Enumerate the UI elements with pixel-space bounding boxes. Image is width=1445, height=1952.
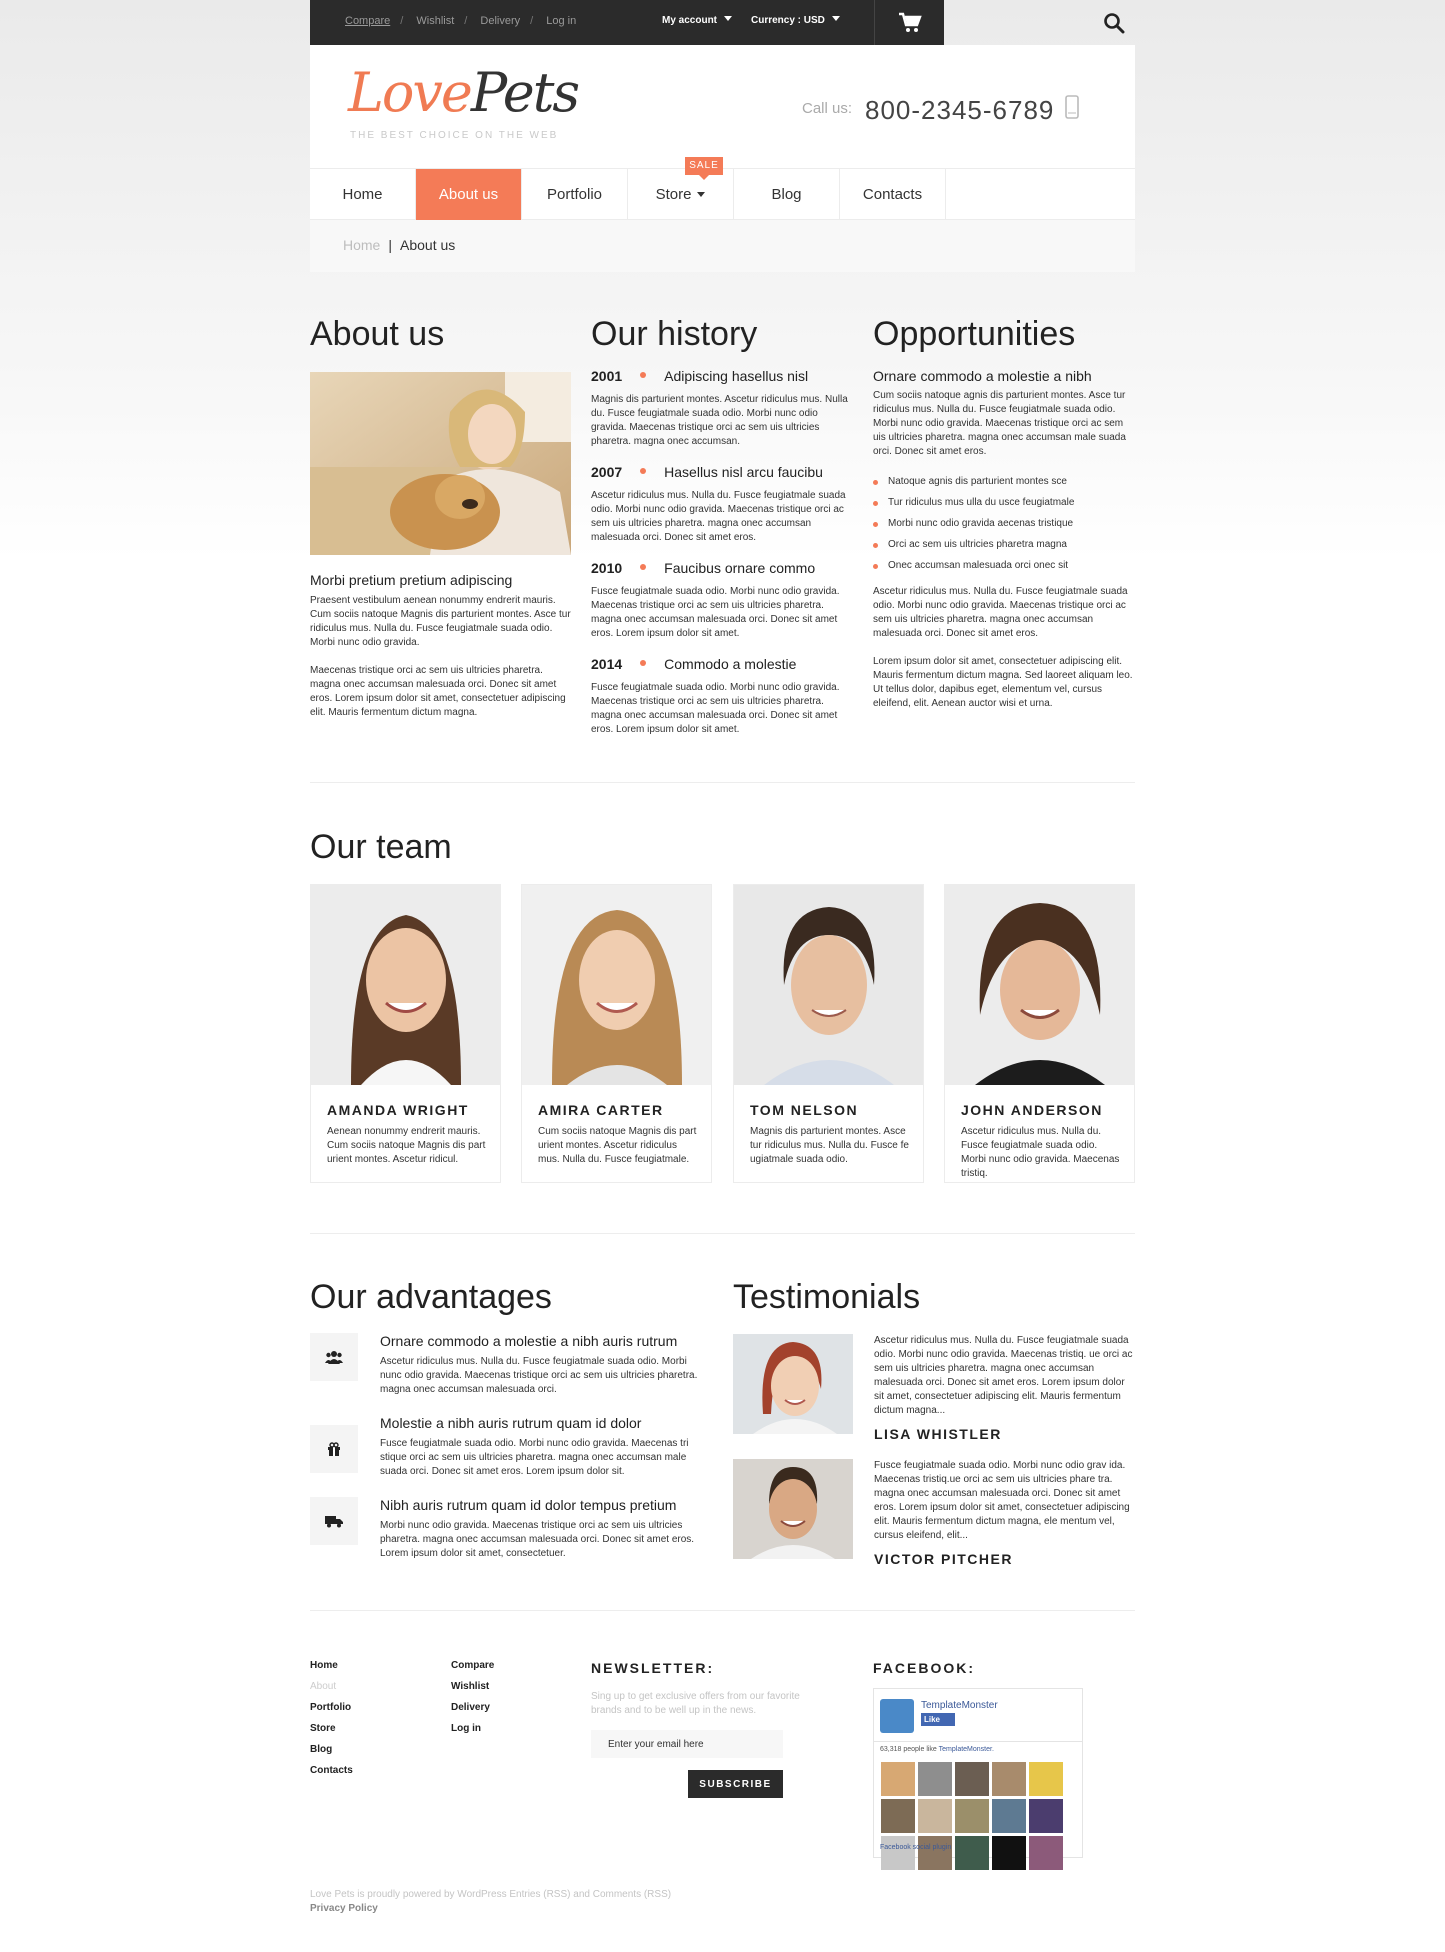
advantage-text: Fusce feugiatmale suada odio. Morbi nunc odio gravida. Maecenas tri stique orci ac sem uis ultricies pharetra. magna onec accumsan male suada orci. Donec sit amet eros. Lorem ipsum dolor sit. — [380, 1438, 689, 1477]
about-subhead: Morbi pretium pretium adipiscing — [310, 572, 513, 588]
like-count-page[interactable]: TemplateMonster. — [938, 1746, 994, 1753]
advantages-title: Our advantages — [310, 1278, 552, 1316]
top-link-login[interactable]: Log in — [546, 15, 577, 27]
team-member-name: JOHN ANDERSON — [961, 1102, 1103, 1118]
bullet-dot-icon — [640, 564, 646, 570]
top-links: Compare / Wishlist / Delivery / Log in — [345, 15, 577, 27]
history-entry-text: Fusce feugiatmale suada odio. Morbi nunc odio gravida. Maecenas tristique orci ac sem uis ultricies pharetra. magna onec accumsan malesuada orci. Donec sit amet eros. Lorem ipsum dolor sit amet. — [591, 682, 840, 735]
footer-link-compare[interactable]: Compare — [451, 1660, 495, 1671]
nav-about-label: About us — [438, 186, 499, 203]
about-paragraph-2: Maecenas tristique orci ac sem uis ultricies pharetra. magna onec accumsan malesuada orci. Donec sit amet eros. Lorem ipsum dolor sit amet, consectetuer adipiscing elit. Mauris fermentum dictum magna. — [310, 665, 566, 718]
fan-avatar[interactable] — [955, 1799, 989, 1833]
top-link-delivery[interactable]: Delivery — [480, 15, 521, 27]
copyright — [310, 1888, 671, 1916]
facebook-like-button[interactable]: Like — [921, 1713, 955, 1726]
fan-avatar[interactable] — [992, 1836, 1026, 1870]
footer-link-home[interactable]: Home — [310, 1660, 338, 1671]
advantage-title: Molestie a nibh auris rutrum quam id dolor — [380, 1415, 642, 1431]
history-entry-text: Fusce feugiatmale suada odio. Morbi nunc odio gravida. Maecenas tristique orci ac sem uis ultricies pharetra. magna onec accumsan malesuada orci. Donec sit amet eros. Lorem ipsum dolor sit amet. — [591, 586, 840, 639]
users-icon — [310, 1333, 358, 1381]
footer-link-wishlist[interactable]: Wishlist — [451, 1681, 490, 1692]
call-label: Call us: — [802, 100, 853, 117]
footer-link-blog[interactable]: Blog — [310, 1744, 333, 1755]
nav-contacts[interactable] — [840, 169, 946, 220]
footer-link-login[interactable]: Log in — [451, 1723, 481, 1734]
opportunities-paragraph-1: Cum sociis natoque agnis dis parturient montes. Asce tur ridiculus mus. Nulla du. Fusce feugiatmale suada odio. Morbi nunc odio gravida. Maecenas tristique orci ac sem uis ultricies pharetra. magna onec accumsan male suada orci. Donec sit amet eros. — [873, 390, 1126, 457]
history-entry — [591, 368, 853, 449]
gift-icon — [310, 1425, 358, 1473]
list-item: Tur ridiculus mus ulla du usce feugiatmale — [873, 497, 1135, 518]
main-nav — [310, 160, 1135, 220]
nav-blog[interactable] — [734, 169, 840, 220]
facebook-title: FACEBOOK: — [873, 1660, 975, 1676]
nav-blog-label: Blog — [771, 186, 802, 203]
fan-avatar[interactable] — [918, 1762, 952, 1796]
history-entry-title: Commodo a molestie — [664, 656, 797, 672]
templatemonster-logo-icon[interactable] — [880, 1699, 914, 1733]
bullet-dot-icon — [640, 660, 646, 666]
team-photo — [945, 885, 1134, 1085]
fan-avatar[interactable] — [918, 1836, 952, 1870]
advantage-title: Nibh auris rutrum quam id dolor tempus pretium — [380, 1497, 677, 1513]
footer-link-store[interactable]: Store — [310, 1723, 336, 1734]
facebook-widget — [873, 1688, 1083, 1858]
history-entry — [591, 464, 853, 545]
footer-nav-2 — [451, 1660, 494, 1744]
testimonial-text: Ascetur ridiculus mus. Nulla du. Fusce feugiatmale suada odio. Morbi nunc odio gravida. Maecenas tristiq. ue orci ac sem uis ultricies pharetra. magna onec accumsan malesuada orci. Donec sit amet eros. Lorem ipsum dolor sit amet, consectetuer adipiscing elit. Mauris fermentum dictum magna... — [874, 1335, 1133, 1416]
section-divider — [310, 1233, 1135, 1234]
top-link-wishlist[interactable]: Wishlist — [416, 15, 455, 27]
about-photo-woman-dog — [310, 372, 571, 555]
currency-dropdown[interactable] — [751, 15, 840, 26]
list-item: Onec accumsan malesuada orci onec sit — [873, 560, 1135, 581]
testimonials-title: Testimonials — [733, 1278, 921, 1316]
currency-label: Currency : USD — [751, 15, 825, 26]
testimonial-author: LISA WHISTLER — [874, 1426, 1002, 1442]
opportunities-list — [873, 476, 1135, 581]
logo-part-pets: Pets — [470, 61, 579, 124]
team-member-text: Aenean nonummy endrerit mauris. Cum sociis natoque Magnis dis part urient montes. Ascetur ridicul. — [327, 1126, 486, 1165]
tagline: THE BEST CHOICE ON THE WEB — [350, 130, 559, 141]
chevron-down-icon — [724, 16, 732, 21]
fan-avatar[interactable] — [881, 1799, 915, 1833]
testimonial-photo — [733, 1459, 853, 1559]
opportunities-title: Opportunities — [873, 315, 1076, 353]
chevron-down-icon — [697, 192, 705, 197]
advantage-text: Morbi nunc odio gravida. Maecenas tristique orci ac sem uis ultricies pharetra. magna onec accumsan malesuada orci. Donec sit amet eros. Lorem ipsum dolor sit amet, consectetuer. — [380, 1520, 695, 1559]
logo[interactable] — [348, 61, 578, 124]
nav-portfolio-label: Portfolio — [546, 186, 603, 203]
facebook-fan-grid — [881, 1762, 1071, 1870]
bullet-dot-icon — [640, 468, 646, 474]
fan-avatar[interactable] — [918, 1799, 952, 1833]
site-header — [310, 45, 1135, 168]
team-photo — [734, 885, 923, 1085]
top-bar — [310, 0, 944, 45]
history-entry-title: Hasellus nisl arcu faucibu — [664, 464, 823, 480]
my-account-label: My account — [662, 15, 718, 26]
history-year: 2001 — [591, 368, 623, 384]
breadcrumb: Home | About us — [310, 220, 1135, 272]
bullet-dot-icon — [640, 372, 646, 378]
nav-home[interactable] — [310, 169, 416, 220]
mobile-phone-icon — [1065, 95, 1079, 119]
team-member-name: AMIRA CARTER — [538, 1102, 664, 1118]
facebook-page-name[interactable]: TemplateMonster — [921, 1700, 998, 1711]
team-title: Our team — [310, 828, 452, 866]
privacy-policy-link[interactable]: Privacy Policy — [310, 1903, 378, 1914]
fan-avatar[interactable] — [1029, 1799, 1063, 1833]
nav-home-label: Home — [342, 186, 383, 203]
history-entry — [591, 560, 853, 641]
list-item: Natoque agnis dis parturient montes sce — [873, 476, 1135, 497]
breadcrumb-current: About us — [400, 237, 456, 253]
top-link-compare[interactable]: Compare — [345, 15, 391, 27]
copyright-text: Love Pets is proudly powered by WordPress Entries (RSS) and Comments (RSS) — [310, 1889, 672, 1900]
newsletter-email-input[interactable] — [591, 1730, 783, 1758]
fan-avatar[interactable] — [955, 1836, 989, 1870]
nav-about-us[interactable] — [416, 169, 522, 220]
section-divider — [310, 782, 1135, 783]
history-entry-title: Adipiscing hasellus nisl — [664, 368, 809, 384]
list-item: Morbi nunc odio gravida aecenas tristique — [873, 518, 1135, 539]
nav-store-label: Store — [655, 186, 692, 203]
newsletter-intro: Sing up to get exclusive offers from our favorite brands and to be well up in the news. — [591, 1691, 800, 1716]
advantage-text: Ascetur ridiculus mus. Nulla du. Fusce feugiatmale suada odio. Morbi nunc odio gravida. Maecenas tristique orci ac sem uis ultricies pharetra. magna onec accumsan malesuada orci. — [380, 1356, 698, 1395]
team-member-name: TOM NELSON — [750, 1102, 859, 1118]
search-icon — [1103, 12, 1125, 34]
history-entry — [591, 656, 853, 737]
chevron-down-icon — [832, 16, 840, 21]
history-year: 2014 — [591, 656, 623, 672]
team-photo — [311, 885, 500, 1085]
footer-link-contacts[interactable]: Contacts — [310, 1765, 353, 1776]
team-card — [310, 884, 501, 1183]
team-photo — [522, 885, 711, 1085]
team-card — [944, 884, 1135, 1183]
breadcrumb-home[interactable]: Home — [343, 237, 381, 253]
my-account-dropdown[interactable] — [662, 15, 732, 26]
nav-contacts-label: Contacts — [862, 186, 923, 203]
team-card — [521, 884, 712, 1183]
fan-avatar[interactable] — [1029, 1762, 1063, 1796]
testimonial-text: Fusce feugiatmale suada odio. Morbi nunc odio grav ida. Maecenas tristiq.ue orci ac sem uis ultricies phare tra. magna onec accumsan malesuada orci. Donec sit amet eros. Lorem ipsum dolor sit amet, consectetuer adipiscing elit. Mauris fermentum dictum magna, ele mentum vel, cursus eleifend, elit... — [874, 1460, 1130, 1541]
fan-avatar[interactable] — [881, 1836, 915, 1870]
sale-badge: SALE — [685, 157, 723, 175]
testimonial-photo — [733, 1334, 853, 1434]
cart-icon — [898, 12, 922, 34]
footer-link-portfolio[interactable]: Portfolio — [310, 1702, 352, 1713]
fan-avatar[interactable] — [955, 1762, 989, 1796]
footer-nav-1 — [310, 1660, 353, 1786]
history-entry-text: Magnis dis parturient montes. Ascetur ridiculus mus. Nulla du. Fusce feugiatmale suada odio. Morbi nunc odio gravida. Maecenas tristique orci ac sem uis ultricies pharetra. magna onec accumsan. — [591, 394, 848, 447]
like-count-text: 63,318 people like — [880, 1746, 937, 1753]
opportunities-paragraph-2: Ascetur ridiculus mus. Nulla du. Fusce feugiatmale suada odio. Morbi nunc odio gravida. Maecenas tristique orci ac sem uis ultricies pharetra. magna onec accumsan malesuada orci. Donec sit amet eros. — [873, 586, 1128, 639]
list-item: Orci ac sem uis ultricies pharetra magna — [873, 539, 1135, 560]
advantage-title: Ornare commodo a molestie a nibh auris rutrum — [380, 1333, 678, 1349]
nav-store[interactable] — [628, 160, 734, 220]
history-entry-text: Ascetur ridiculus mus. Nulla du. Fusce feugiatmale suada odio. Morbi nunc odio gravida. Maecenas tristique orci ac sem uis ultricies pharetra. magna onec accumsan malesuada orci. Donec sit amet eros. — [591, 490, 846, 543]
newsletter-title: NEWSLETTER: — [591, 1660, 715, 1676]
opportunities-subhead: Ornare commodo a molestie a nibh — [873, 368, 1092, 384]
section-divider — [310, 1610, 1135, 1611]
cart-button[interactable] — [874, 0, 944, 45]
nav-portfolio[interactable] — [522, 169, 628, 220]
opportunities-paragraph-3: Lorem ipsum dolor sit amet, consectetuer adipiscing elit. Mauris fermentum dictum magna. Sed laoreet aliquam leo. Ut tellus dolor, dapibus eget, elementum vel, cursus eleifend, elit. Aenean auctor wisi et urna. — [873, 656, 1133, 709]
team-card — [733, 884, 924, 1183]
testimonial-author: VICTOR PITCHER — [874, 1551, 1013, 1567]
truck-icon — [310, 1497, 358, 1545]
fan-avatar[interactable] — [881, 1762, 915, 1796]
footer-link-delivery[interactable]: Delivery — [451, 1702, 490, 1713]
history-title: Our history — [591, 315, 758, 353]
phone-number: 800-2345-6789 — [865, 95, 1055, 125]
team-member-text: Magnis dis parturient montes. Asce tur ridiculus mus. Nulla du. Fusce fe ugiatmale suada odio. — [750, 1126, 909, 1165]
about-paragraph-1: Praesent vestibulum aenean nonummy endrerit mauris. Cum sociis natoque Magnis dis parturient montes. Asce tur ridiculus mus. Nulla du. Fusce feugiatmale suada odio. Morbi nunc odio gravida. — [310, 595, 571, 648]
team-member-text: Ascetur ridiculus mus. Nulla du. Fusce feugiatmale suada odio. Morbi nunc odio gravida. Maecenas tristiq. — [961, 1126, 1120, 1179]
fan-avatar[interactable] — [992, 1762, 1026, 1796]
team-member-name: AMANDA WRIGHT — [327, 1102, 469, 1118]
about-title: About us — [310, 315, 445, 353]
history-year: 2010 — [591, 560, 623, 576]
history-year: 2007 — [591, 464, 623, 480]
footer-link-about[interactable]: About — [310, 1681, 337, 1692]
history-entry-title: Faucibus ornare commo — [664, 560, 816, 576]
logo-part-love: Love — [348, 61, 471, 124]
facebook-like-count — [880, 1746, 994, 1753]
search-button[interactable] — [1100, 9, 1128, 37]
fan-avatar[interactable] — [1029, 1836, 1063, 1870]
team-member-text: Cum sociis natoque Magnis dis part urient montes. Ascetur ridiculus mus. Nulla du. Fusce feugiatmale. — [538, 1126, 697, 1165]
fan-avatar[interactable] — [992, 1799, 1026, 1833]
subscribe-button[interactable]: SUBSCRIBE — [688, 1770, 783, 1798]
facebook-plugin-credit[interactable]: Facebook social plugin — [880, 1844, 952, 1851]
